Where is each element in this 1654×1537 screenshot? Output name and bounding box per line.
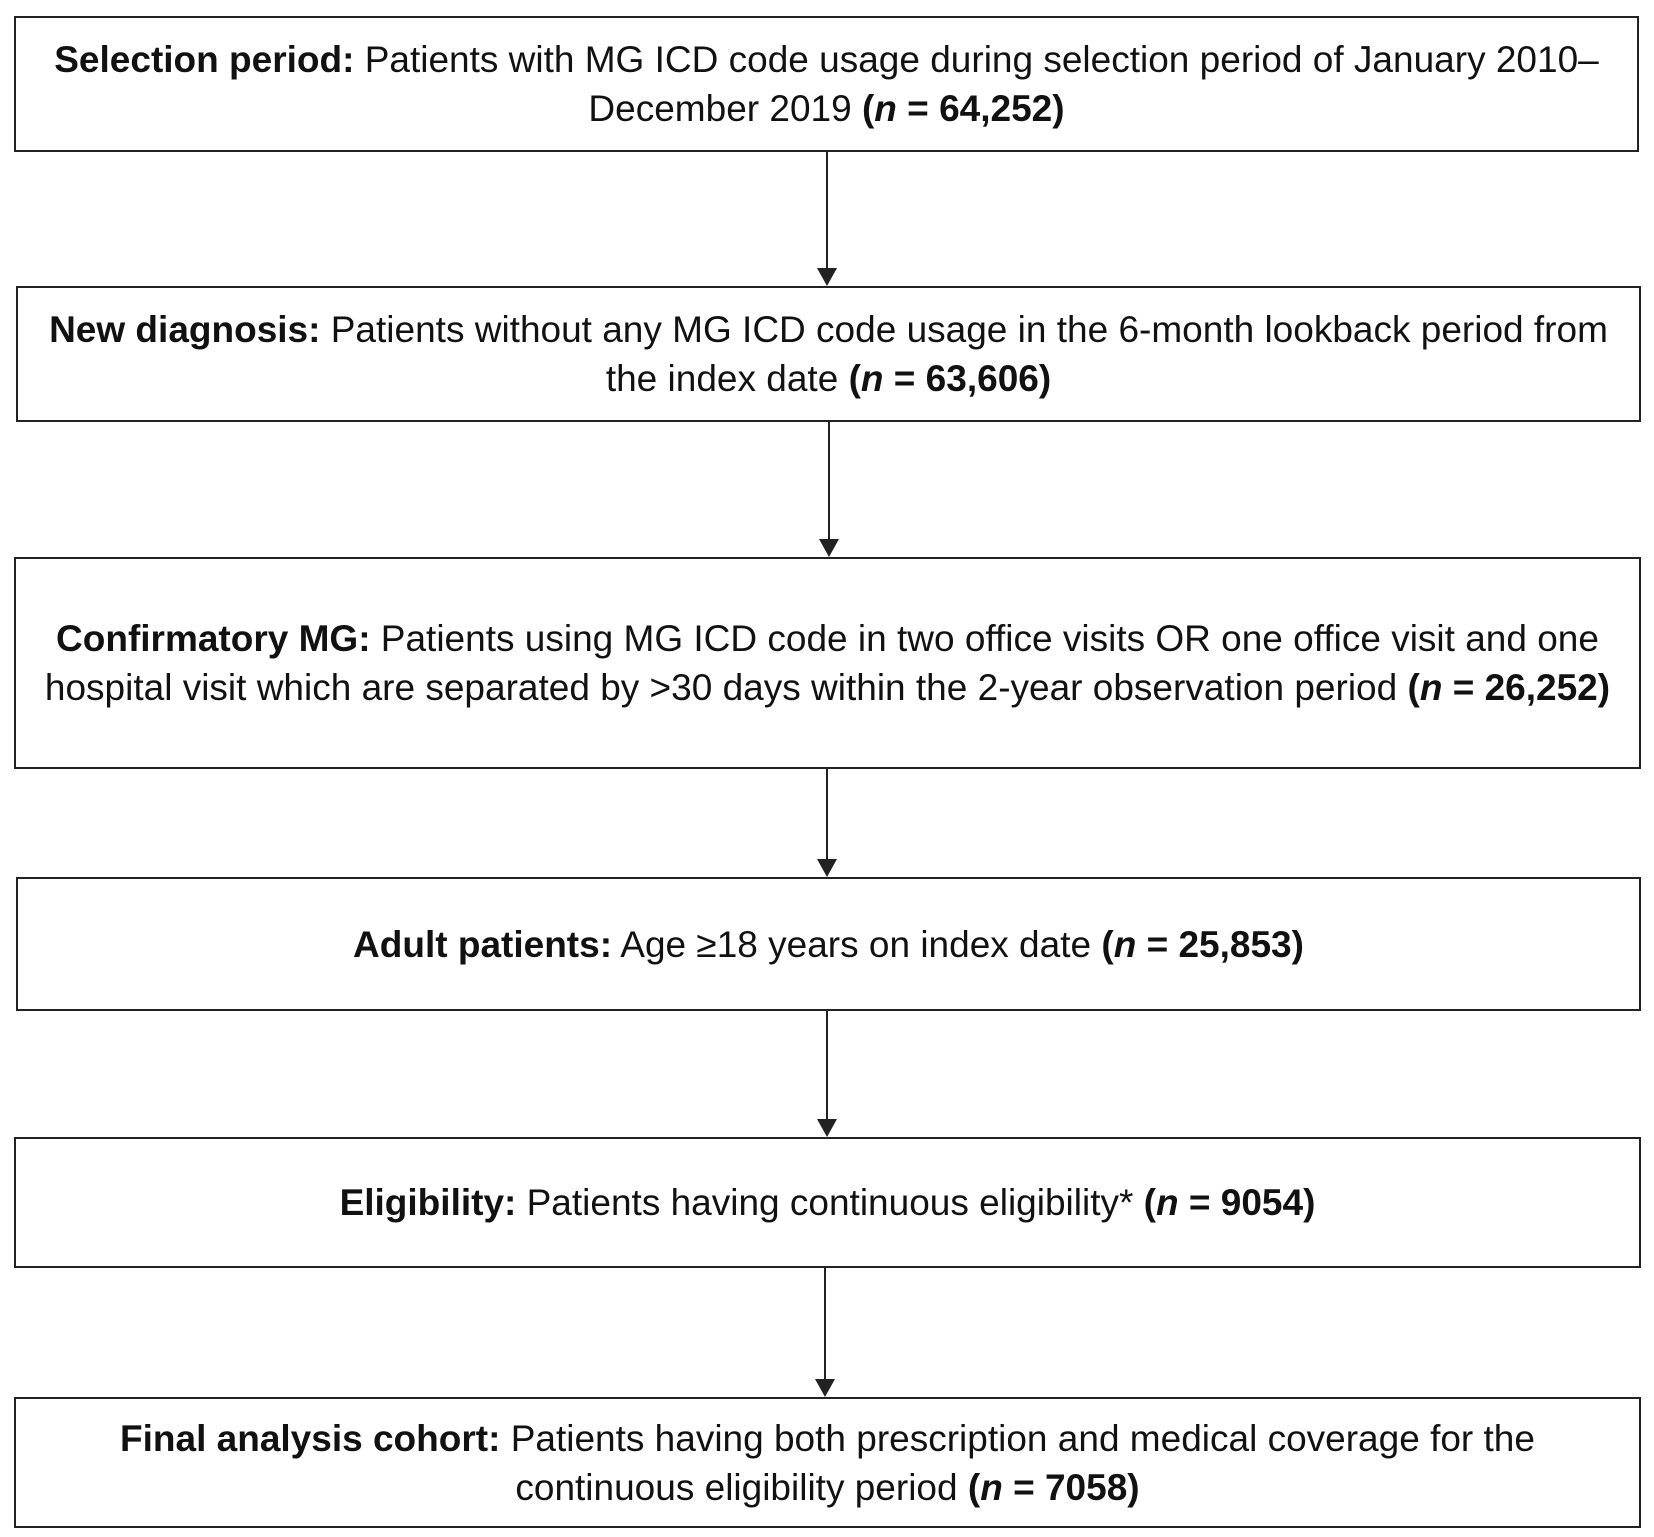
step-eligibility-content xyxy=(340,1178,1316,1227)
step-new-diagnosis-content xyxy=(42,305,1615,403)
step-selection-period-content xyxy=(40,35,1613,133)
step-final-analysis-cohort-content xyxy=(40,1414,1615,1512)
arrow-3-to-4 xyxy=(817,769,837,877)
step-description: Patients using MG ICD code in two office visits OR one office visit and one hospital visit which are separated by >30 days within the 2-year observation period xyxy=(44,618,1599,708)
step-description: Patients with MG ICD code usage during selection period of January 2010–December 2019 xyxy=(364,39,1599,129)
arrow-1-to-2 xyxy=(817,152,837,286)
step-adult-patients-content xyxy=(353,920,1304,969)
step-confirmatory-mg-box xyxy=(14,557,1641,769)
step-label: Eligibility: xyxy=(339,1182,517,1223)
step-count: (n = 7058) xyxy=(967,1466,1140,1508)
step-label: Final analysis cohort: xyxy=(120,1417,501,1459)
step-label: Confirmatory MG: xyxy=(56,618,371,659)
step-confirmatory-mg-content xyxy=(40,614,1615,712)
step-new-diagnosis-box xyxy=(16,286,1641,422)
step-eligibility-box xyxy=(14,1137,1641,1268)
step-description: Patients having continuous eligibility* xyxy=(526,1182,1134,1223)
step-description: Patients without any MG ICD code usage in the 6-month lookback period from the index date xyxy=(330,309,1608,399)
step-label: New diagnosis: xyxy=(49,309,321,350)
step-final-analysis-cohort-box xyxy=(14,1397,1641,1528)
step-label: Adult patients: xyxy=(353,923,613,965)
arrow-2-to-3 xyxy=(819,422,839,557)
step-count: (n = 63,606) xyxy=(848,358,1052,399)
arrow-4-to-5 xyxy=(817,1011,837,1137)
step-count: (n = 25,853) xyxy=(1101,923,1304,965)
step-description: Age ≥18 years on index date xyxy=(620,923,1092,965)
step-count: (n = 26,252) xyxy=(1407,667,1611,708)
arrow-5-to-6 xyxy=(815,1268,835,1397)
step-selection-period-box xyxy=(14,16,1639,152)
step-label: Selection period: xyxy=(54,39,355,80)
step-description: Patients having both prescription and medical coverage for the continuous eligibility period xyxy=(510,1417,1535,1508)
step-adult-patients-box xyxy=(16,877,1641,1011)
step-count: (n = 64,252) xyxy=(861,88,1065,129)
step-count: (n = 9054) xyxy=(1143,1182,1316,1223)
